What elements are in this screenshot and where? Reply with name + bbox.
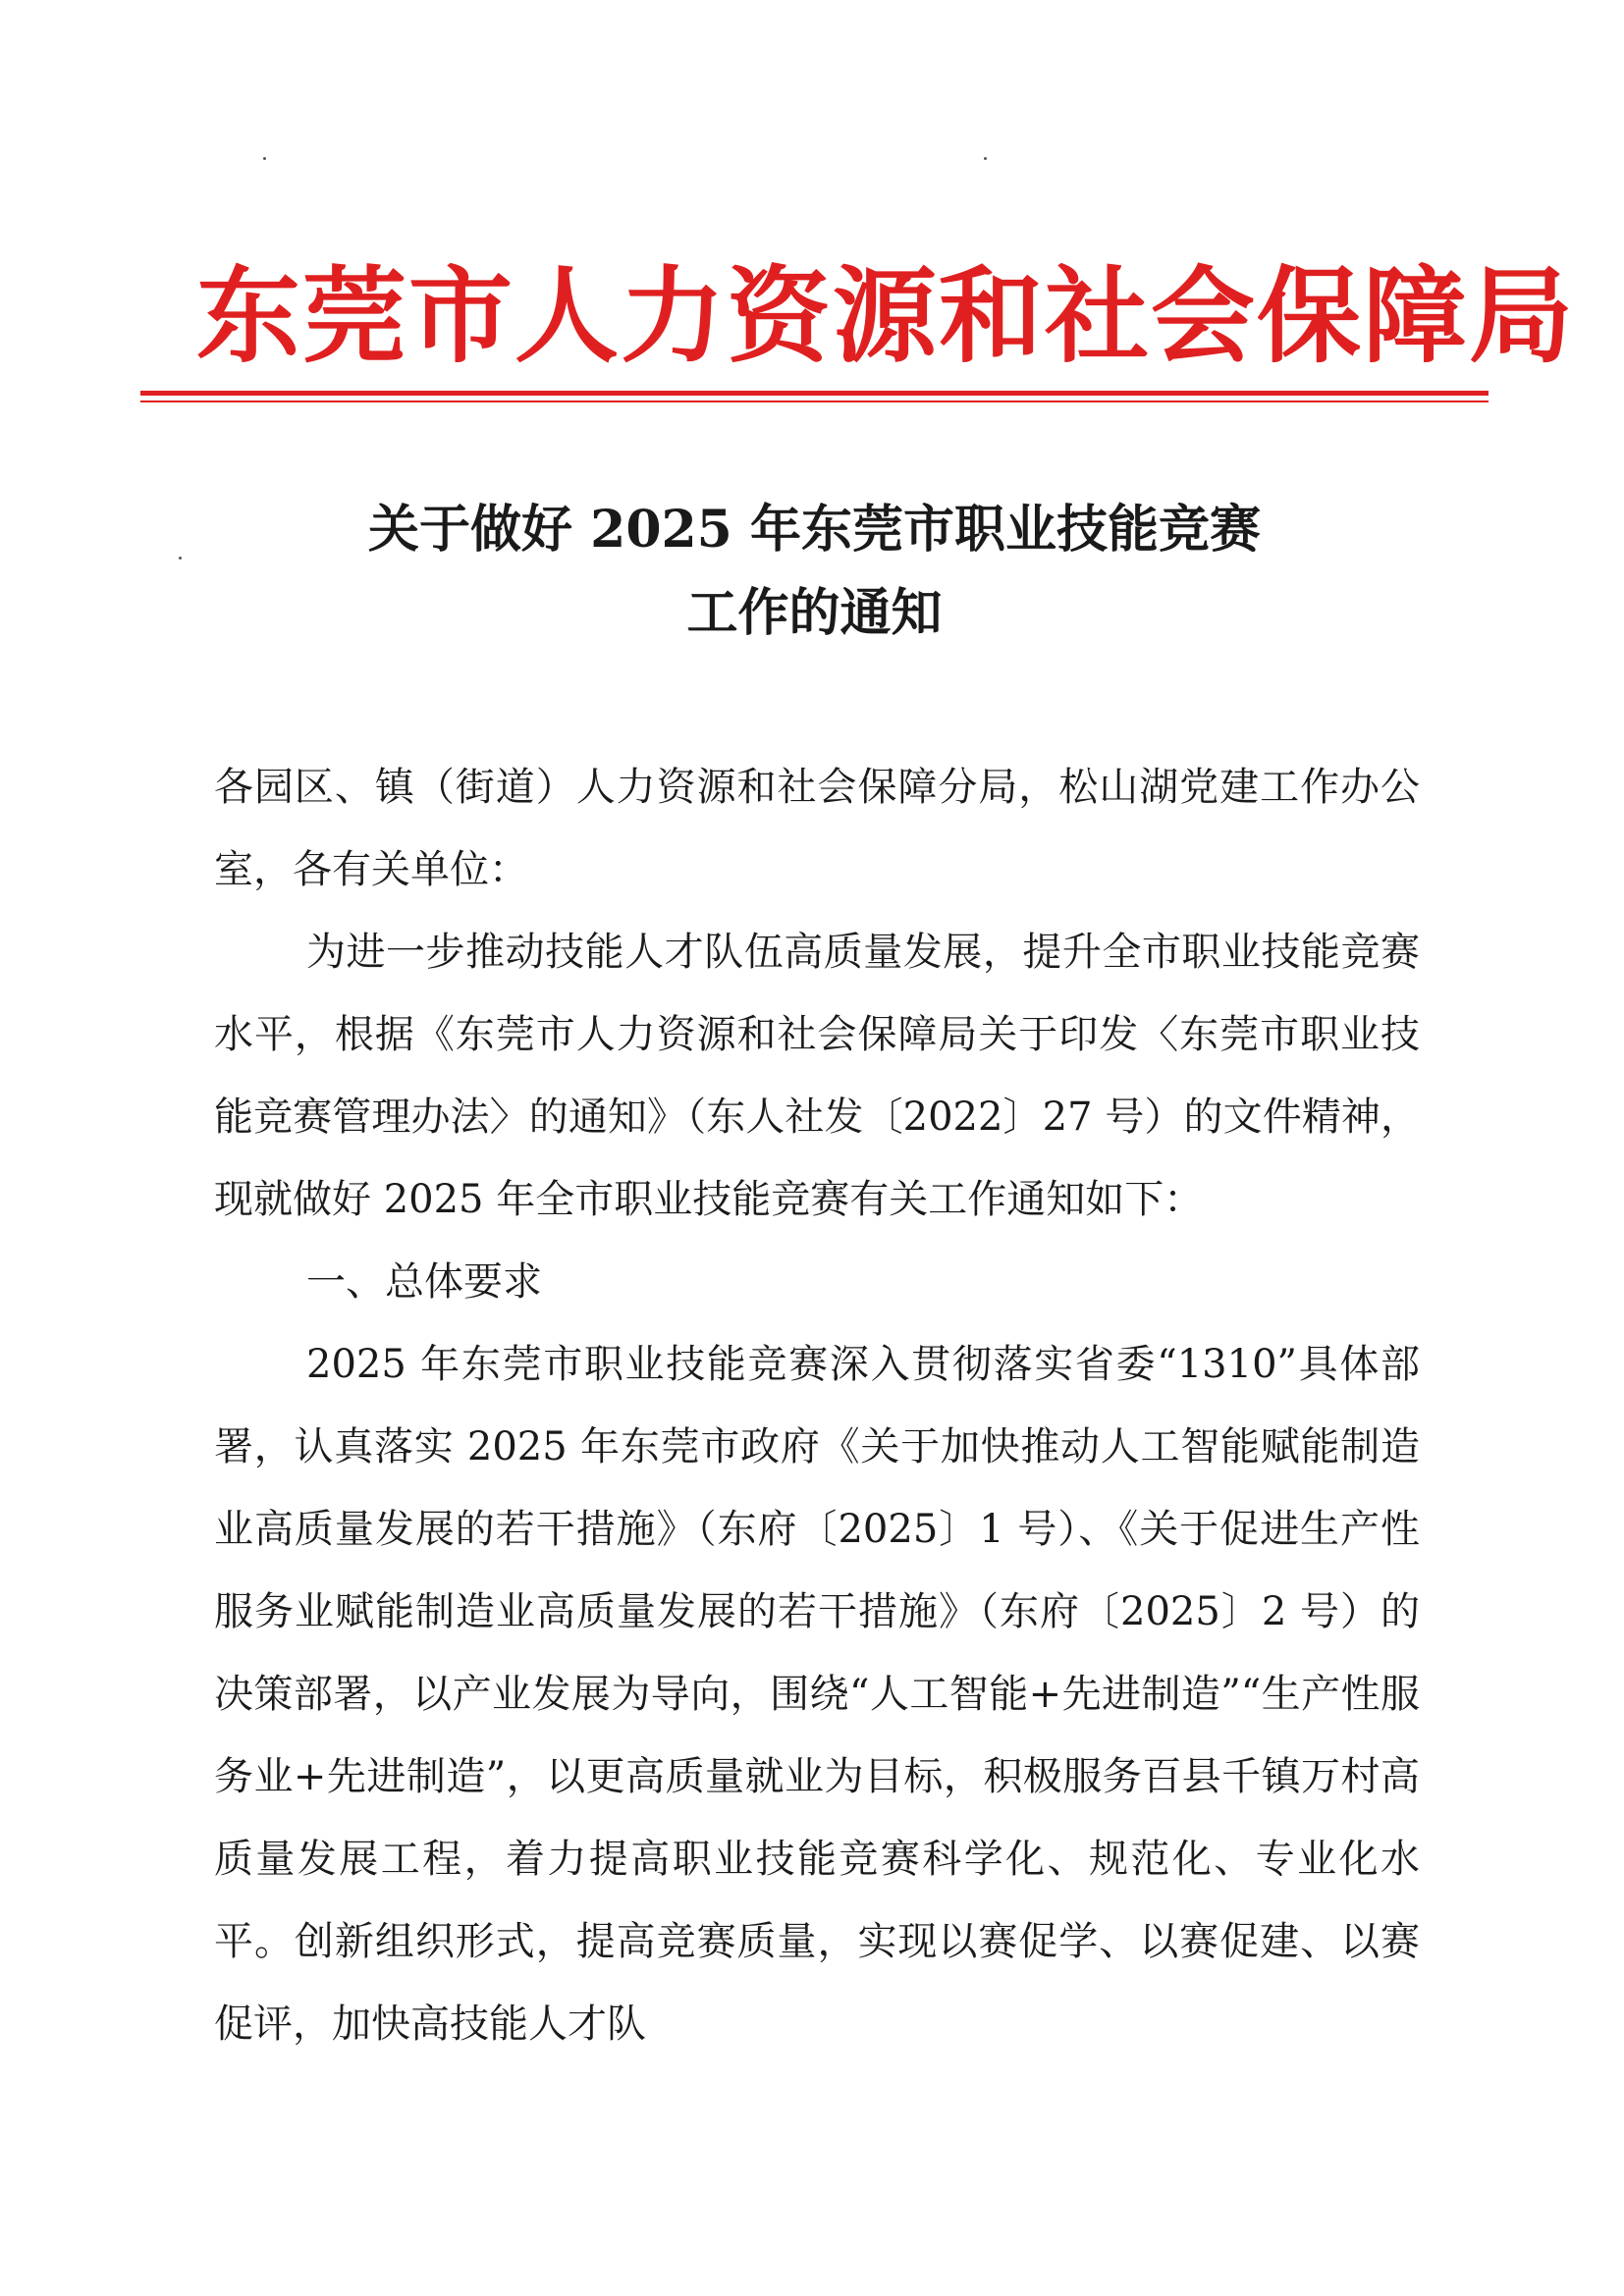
issuing-organization-header: 东莞市人力资源和社会保障局 xyxy=(196,254,1575,377)
section-heading: 一、总体要求 xyxy=(306,1259,542,1305)
body-paragraph: 2025 年东莞市职业技能竞赛深入贯彻落实省委“1310”具体部署，认真落实 2025 年东莞市政府《关于加快推动人工智能赋能制造业高质量发展的若干措施》（东府〔2025〕1 号）、《关于促进生产性服务业赋能制造业高质量发展的若干措施》（东府〔2025〕2 号）的决策部署，以产业发展为导向，围绕“人工智能+先进制造”“生产性服务业+先进制造”，以更高质量就业为目标，积极服务百县千镇万村高质量发展工程，着力提高职业技能竞赛科学化、规范化、专业化水平。创新组织形式，提高竞赛质量，实现以赛促学、以赛促建、以赛促评，加快高技能人才队 xyxy=(214,1342,1420,2047)
red-header-rule xyxy=(140,391,1489,396)
scan-speck xyxy=(263,157,266,160)
red-header-rule-thin xyxy=(140,400,1489,402)
addressee: 各园区、镇（街道）人力资源和社会保障分局，松山湖党建工作办公室，各有关单位： xyxy=(214,765,1420,892)
document-title-line-1: 关于做好 2025 年东莞市职业技能竞赛 xyxy=(368,500,1261,560)
intro-paragraph: 为进一步推动技能人才队伍高质量发展，提升全市职业技能竞赛水平，根据《东莞市人力资源和社会保障局关于印发〈东莞市职业技能竞赛管理办法〉的通知》（东人社发〔2022〕27 号）的文件精神，现就做好 2025 年全市职业技能竞赛有关工作通知如下： xyxy=(214,930,1420,1222)
document-body xyxy=(214,746,1420,2065)
document-title-line-2: 工作的通知 xyxy=(686,583,943,643)
scan-speck xyxy=(984,157,987,160)
